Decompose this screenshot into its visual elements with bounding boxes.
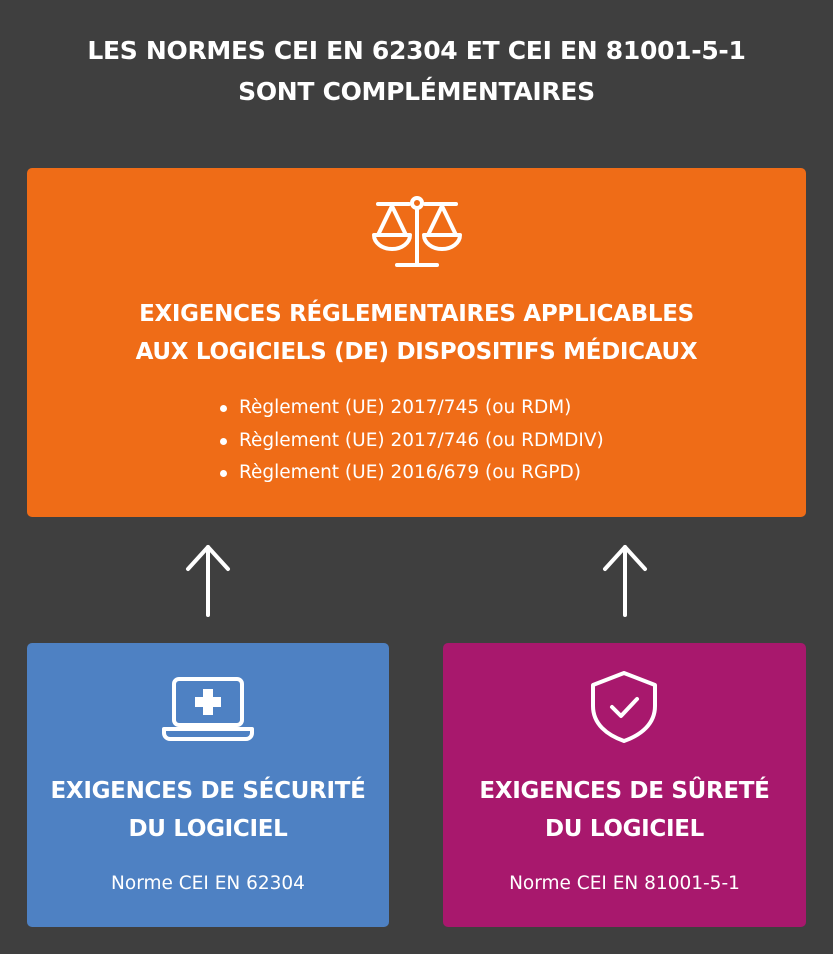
list-item: Règlement (UE) 2017/745 (ou RDM) — [217, 392, 604, 425]
title-line-1: LES NORMES CEI EN 62304 ET CEI EN 81001-5-1 — [87, 36, 746, 65]
safety-heading — [27, 772, 389, 848]
scales-icon — [370, 195, 464, 269]
security-standard: Norme CEI EN 81001-5-1 — [509, 873, 740, 894]
software-safety-card — [27, 643, 389, 927]
regulation-list — [217, 392, 604, 490]
regulatory-heading — [27, 295, 806, 371]
safety-heading-line-1: EXIGENCES DE SÉCURITÉ — [50, 778, 366, 804]
security-heading-line-1: EXIGENCES DE SÛRETÉ — [479, 778, 770, 804]
list-item: Règlement (UE) 2016/679 (ou RGPD) — [217, 457, 604, 490]
regulatory-heading-line-2: AUX LOGICIELS (DE) DISPOSITIFS MÉDICAUX — [135, 339, 698, 365]
security-heading-line-2: DU LOGICIEL — [544, 816, 705, 842]
regulatory-heading-line-1: EXIGENCES RÉGLEMENTAIRES APPLICABLES — [139, 301, 694, 327]
page-title — [0, 30, 833, 112]
list-item: Règlement (UE) 2017/746 (ou RDMDIV) — [217, 425, 604, 458]
security-heading — [443, 772, 806, 848]
arrow-up-icon — [602, 543, 648, 621]
medical-laptop-icon — [160, 675, 256, 743]
safety-heading-line-2: DU LOGICIEL — [128, 816, 288, 842]
software-security-card — [443, 643, 806, 927]
arrow-up-icon — [185, 543, 231, 621]
title-line-2: SONT COMPLÉMENTAIRES — [238, 77, 595, 106]
regulatory-requirements-card — [27, 168, 806, 517]
shield-check-icon — [589, 670, 659, 744]
safety-standard: Norme CEI EN 62304 — [111, 873, 305, 894]
